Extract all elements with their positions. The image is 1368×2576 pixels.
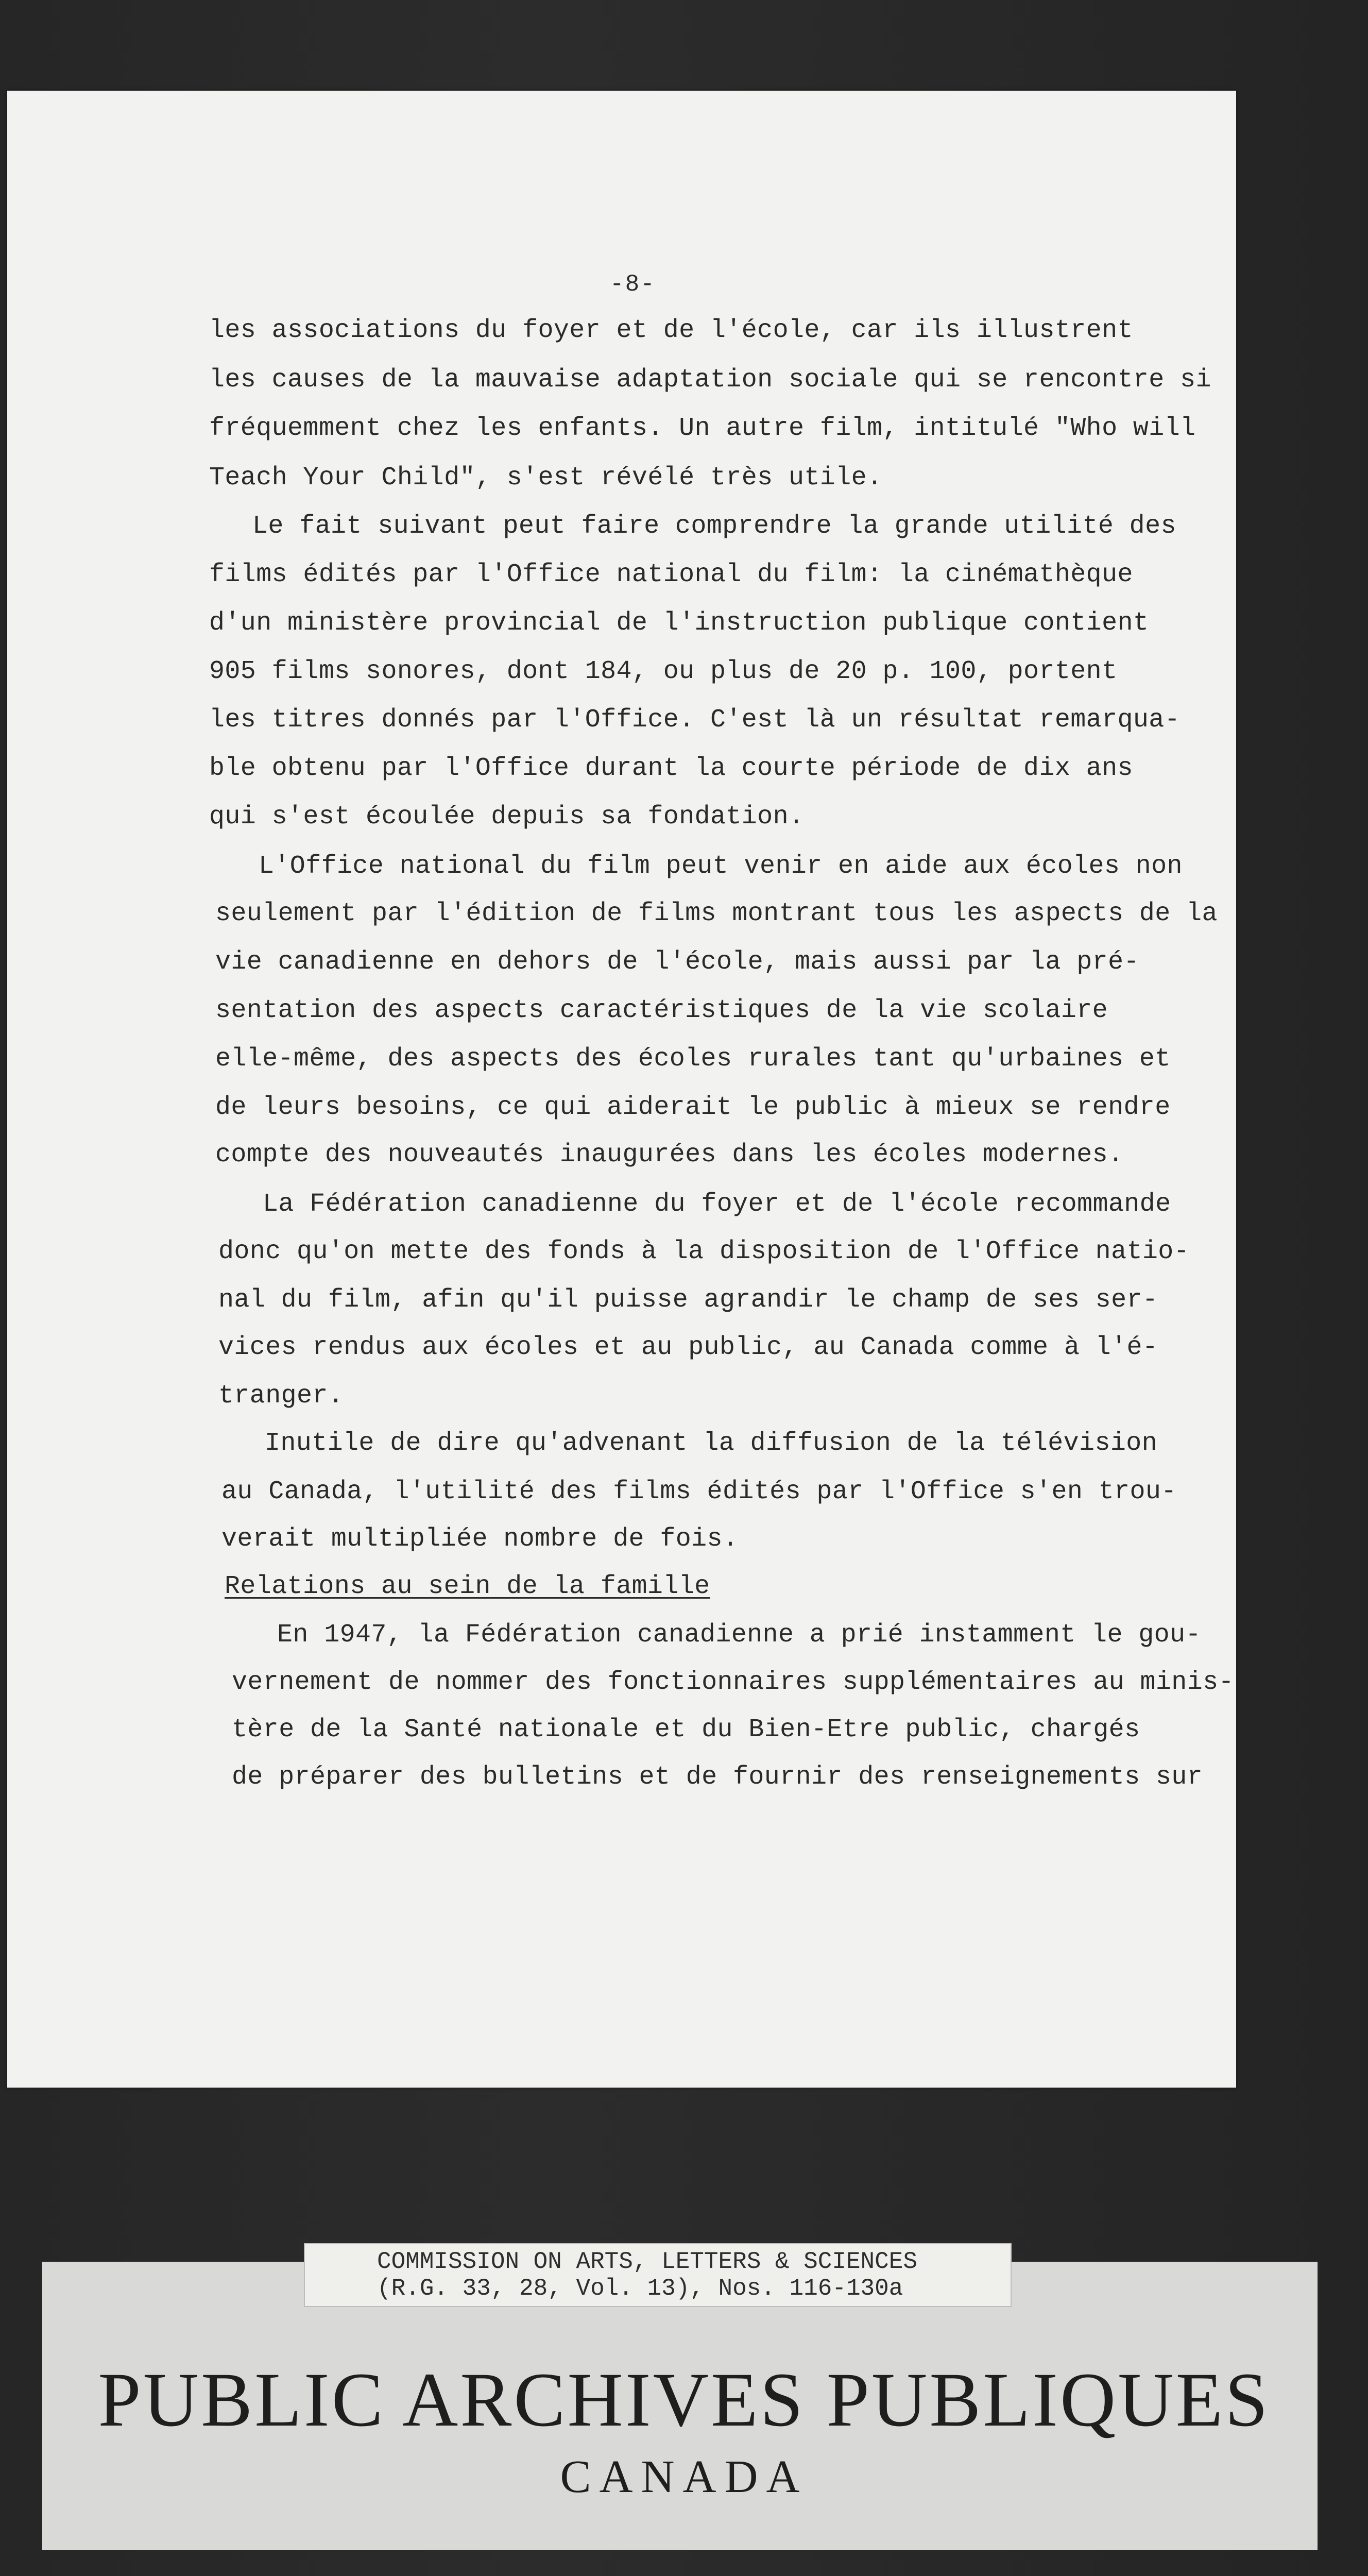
catalog-line-1: COMMISSION ON ARTS, LETTERS & SCIENCES — [377, 2248, 917, 2275]
text-line: Le fait suivant peut faire comprendre la grande utilité des — [252, 512, 1176, 541]
catalog-label — [304, 2243, 1012, 2307]
text-line: compte des nouveautés inaugurées dans les écoles modernes. — [215, 1140, 1124, 1170]
text-line: les titres donnés par l'Office. C'est là un résultat remarqua- — [209, 705, 1181, 735]
archive-country: CANADA — [560, 2451, 808, 2502]
text-line: seulement par l'édition de films montrant tous les aspects de la — [215, 899, 1218, 928]
text-line: les causes de la mauvaise adaptation sociale qui se rencontre si — [209, 365, 1211, 395]
text-line: donc qu'on mette des fonds à la disposition de l'Office natio- — [218, 1237, 1190, 1266]
document-page — [7, 91, 1236, 2088]
text-line: fréquemment chez les enfants. Un autre film, intitulé "Who will — [209, 414, 1196, 443]
text-line: Teach Your Child", s'est révélé très utile. — [209, 463, 883, 493]
text-line: les associations du foyer et de l'école, car ils illustrent — [209, 316, 1133, 345]
text-line: vie canadienne en dehors de l'école, mais aussi par la pré- — [215, 947, 1139, 977]
text-line: elle-même, des aspects des écoles rurales tant qu'urbaines et — [215, 1044, 1171, 1074]
text-line: de préparer des bulletins et de fournir des renseignements sur — [232, 1762, 1203, 1792]
page-number: -8- — [610, 271, 656, 298]
text-line: verait multipliée nombre de fois. — [221, 1524, 739, 1554]
text-line: sentation des aspects caractéristiques de la vie scolaire — [215, 996, 1108, 1025]
text-line: En 1947, la Fédération canadienne a prié instamment le gou- — [277, 1620, 1201, 1650]
text-line: au Canada, l'utilité des films édités par l'Office s'en trou- — [221, 1477, 1177, 1506]
catalog-line-2: (R.G. 33, 28, Vol. 13), Nos. 116-130a — [377, 2275, 903, 2302]
text-line: qui s'est écoulée depuis sa fondation. — [209, 802, 805, 832]
text-line: Inutile de dire qu'advenant la diffusion de la télévision — [265, 1429, 1158, 1458]
text-line: films édités par l'Office national du film: la cinémathèque — [209, 560, 1133, 589]
text-line: nal du film, afin qu'il puisse agrandir le champ de ses ser- — [218, 1285, 1158, 1315]
text-line: de leurs besoins, ce qui aiderait le public à mieux se rendre — [215, 1093, 1171, 1122]
text-line: 905 films sonores, dont 184, ou plus de 20 p. 100, portent — [209, 657, 1118, 686]
text-line: tranger. — [218, 1381, 344, 1411]
text-line: L'Office national du film peut venir en aide aux écoles non — [259, 852, 1183, 881]
text-line: ble obtenu par l'Office durant la courte période de dix ans — [209, 754, 1133, 783]
text-line: vices rendus aux écoles et au public, au Canada comme à l'é- — [218, 1333, 1158, 1362]
text-line: La Fédération canadienne du foyer et de l'école recommande — [263, 1190, 1171, 1219]
text-line: d'un ministère provincial de l'instruction publique contient — [209, 608, 1149, 638]
text-line: tère de la Santé nationale et du Bien-Etre public, chargés — [232, 1715, 1140, 1744]
archive-title: PUBLIC ARCHIVES PUBLIQUES — [98, 2357, 1270, 2443]
section-heading: Relations au sein de la famille — [225, 1572, 710, 1601]
text-line: vernement de nommer des fonctionnaires supplémentaires au minis- — [232, 1668, 1234, 1697]
